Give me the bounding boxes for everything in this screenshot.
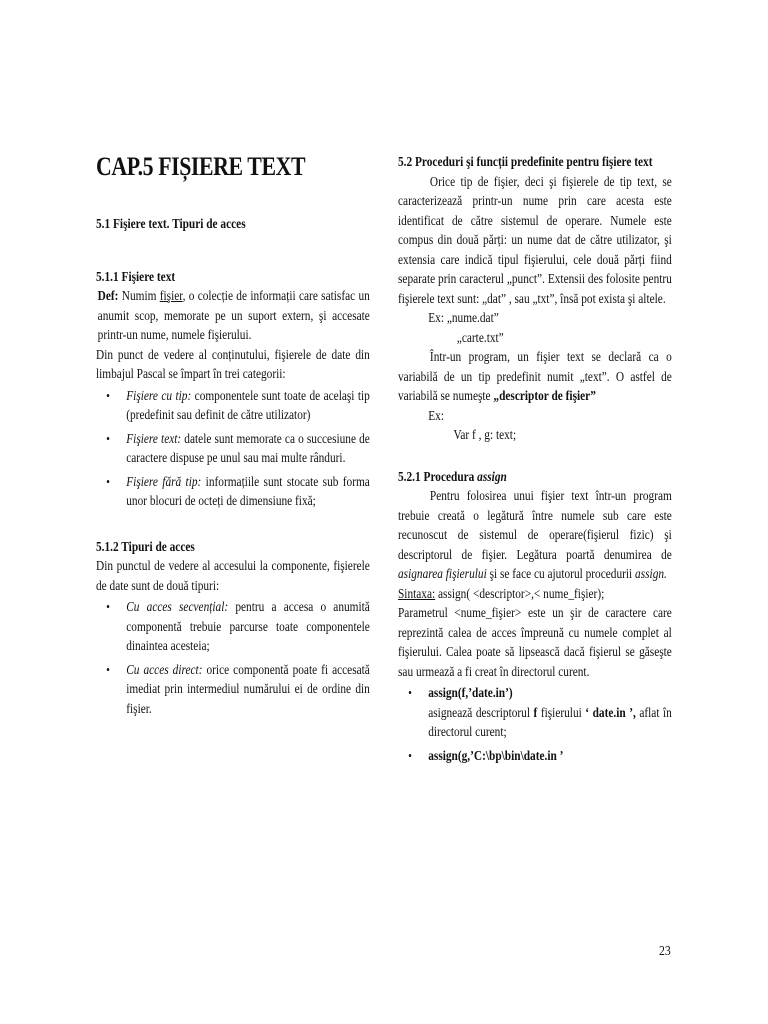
subsection-title-5-1-1: 5.1.1 Fişiere text <box>96 268 176 284</box>
syntax-text: assign( <descriptor>,< nume_fişier); <box>435 585 605 601</box>
def-text-2: , o colecție de informații care satisfac un anumit scop, memorate pe un suport extern, şi accesate printr-un nume, numele fişierului. <box>97 288 370 342</box>
list-item <box>106 660 370 719</box>
category-term: Fişiere text: <box>126 430 182 446</box>
section-title-5-2: 5.2 Proceduri şi funcții predefinite pentru fişiere text <box>398 154 653 169</box>
example-2-label: Ex: <box>428 407 444 423</box>
assign-example-text-3: aflat în directorul curent; <box>428 704 672 739</box>
list-item <box>106 386 370 425</box>
page-number: 23 <box>659 944 671 959</box>
left-text <box>96 214 370 718</box>
access-intro: Din punctul de vedere al accesului la componente, fişierele de date sunt de două tipuri: <box>96 558 370 593</box>
bullet-icon: • <box>408 685 412 700</box>
def-term: fişier <box>159 288 183 303</box>
definition-paragraph <box>96 286 370 345</box>
right-column <box>398 152 672 769</box>
descriptor-term: „descriptor de fişier” <box>493 388 596 403</box>
bullet-icon: • <box>106 599 110 614</box>
assign-example-f: f <box>533 704 538 720</box>
access-term: Cu acces secvențial: <box>126 599 229 614</box>
access-text: pentru a accesa o anumită componentă trebuie parcurse toate componentele dinaintea acesteia; <box>126 599 370 653</box>
bullet-icon: • <box>106 430 110 446</box>
paragraph-assign <box>398 486 672 584</box>
list-item <box>106 429 370 468</box>
def-label: Def: <box>97 288 119 303</box>
list-item <box>106 597 370 656</box>
paragraph-file-names: Orice tip de fişier, deci şi fişierele de tip text, se caracterizează printr-un nume prin care acesta este identificat de către sistemul de operare. Numele este compus din două părți: un nume dat de către utilizator, şi extensia care indică tipul fişierului, cele două părți fiind separate prin caracterul „punct”. Extensii des folosite pentru fişierele text sunt: „dat” , sau „txt”, însă pot exista şi altele. <box>398 173 672 306</box>
subsection-title-5-2-1 <box>398 467 672 487</box>
assign-term: asignarea fişierului <box>398 566 487 581</box>
bullet-icon: • <box>408 747 412 763</box>
list-item <box>408 746 672 766</box>
access-text: orice componentă poate fi accesată imediat prin intermediul numărului ei de ordine din fişier. <box>126 661 370 716</box>
left-column <box>96 150 370 722</box>
example-1-label: Ex: „nume.dat” <box>428 310 499 325</box>
list-item <box>106 472 370 511</box>
category-text: datele sunt memorate ca o succesiune de caractere dispuse pe unul sau mai multe rânduri. <box>126 430 370 465</box>
category-term: Fişiere cu tip: <box>126 387 192 403</box>
category-text: componentele sunt toate de acelaşi tip (predefinit sau definit de către utilizator) <box>126 387 370 422</box>
chapter-title: CAP.5 FIȘIERE TEXT <box>96 152 306 181</box>
assign-example-text-1: asignează descriptorul <box>428 704 534 720</box>
category-text: informațiile sunt stocate sub forma unor blocuri de octeți de dimensiune fixă; <box>126 473 370 508</box>
assign-example-code-2: assign(g,’C:\bp\bin\date.in ’ <box>428 747 564 763</box>
list-item <box>408 683 672 742</box>
subsection-title-5-1-2: 5.1.2 Tipuri de acces <box>96 538 195 554</box>
subsection-prefix: 5.2.1 Procedura <box>398 468 478 484</box>
bullet-icon: • <box>106 661 110 677</box>
assign-term-2: assign. <box>635 566 667 581</box>
assign-example-text-2: fişierului <box>537 704 586 720</box>
assign-example-list <box>398 683 672 765</box>
access-type-list <box>96 597 370 718</box>
descriptor-text: Într-un program, un fişier text se declară ca o variabilă de un tip predefinit numit „text”. O astfel de variabilă se numeşte <box>398 349 672 403</box>
category-term: Fişiere fără tip: <box>126 473 202 489</box>
assign-text-1: Pentru folosirea unui fişier text într-un program trebuie creată o legătură între numele sub care este recunoscut de sistemul de operare(fişierul fizic) şi descriptorul de fişier. Legătura poartă denumirea de <box>398 488 672 562</box>
example-1-line-2: „carte.txt” <box>456 329 504 345</box>
example-2-code: Var f , g: text; <box>453 427 517 442</box>
syntax-label: Sintaxa: <box>398 585 436 601</box>
paragraph-descriptor <box>398 347 672 406</box>
paragraph-parameter: Parametrul <nume_fişier> este un şir de caractere care reprezintă calea de acces împreună cu numele complet al fişierului. Calea poate să lipsească dacă fişierul se găseşte sau urmează a fi creat în directorul curent. <box>398 605 672 679</box>
right-text <box>398 152 672 765</box>
def-text-1: Numim <box>118 288 160 303</box>
bullet-icon: • <box>106 473 110 489</box>
syntax-line <box>398 584 672 604</box>
content-intro: Din punct de vedere al conținutului, fişierele de date din limbajul Pascal se împart în trei categorii: <box>96 346 370 381</box>
category-list <box>96 386 370 511</box>
assign-example-file: ‘ date.in ’, <box>585 704 636 720</box>
assign-text-2: şi se face cu ajutorul procedurii <box>486 566 636 581</box>
section-title-5-1: 5.1 Fişiere text. Tipuri de acces <box>96 216 246 231</box>
subsection-name: assign <box>477 468 507 484</box>
access-term: Cu acces direct: <box>126 661 203 677</box>
assign-example-code: assign(f,’date.in’) <box>428 685 513 700</box>
bullet-icon: • <box>106 387 110 403</box>
